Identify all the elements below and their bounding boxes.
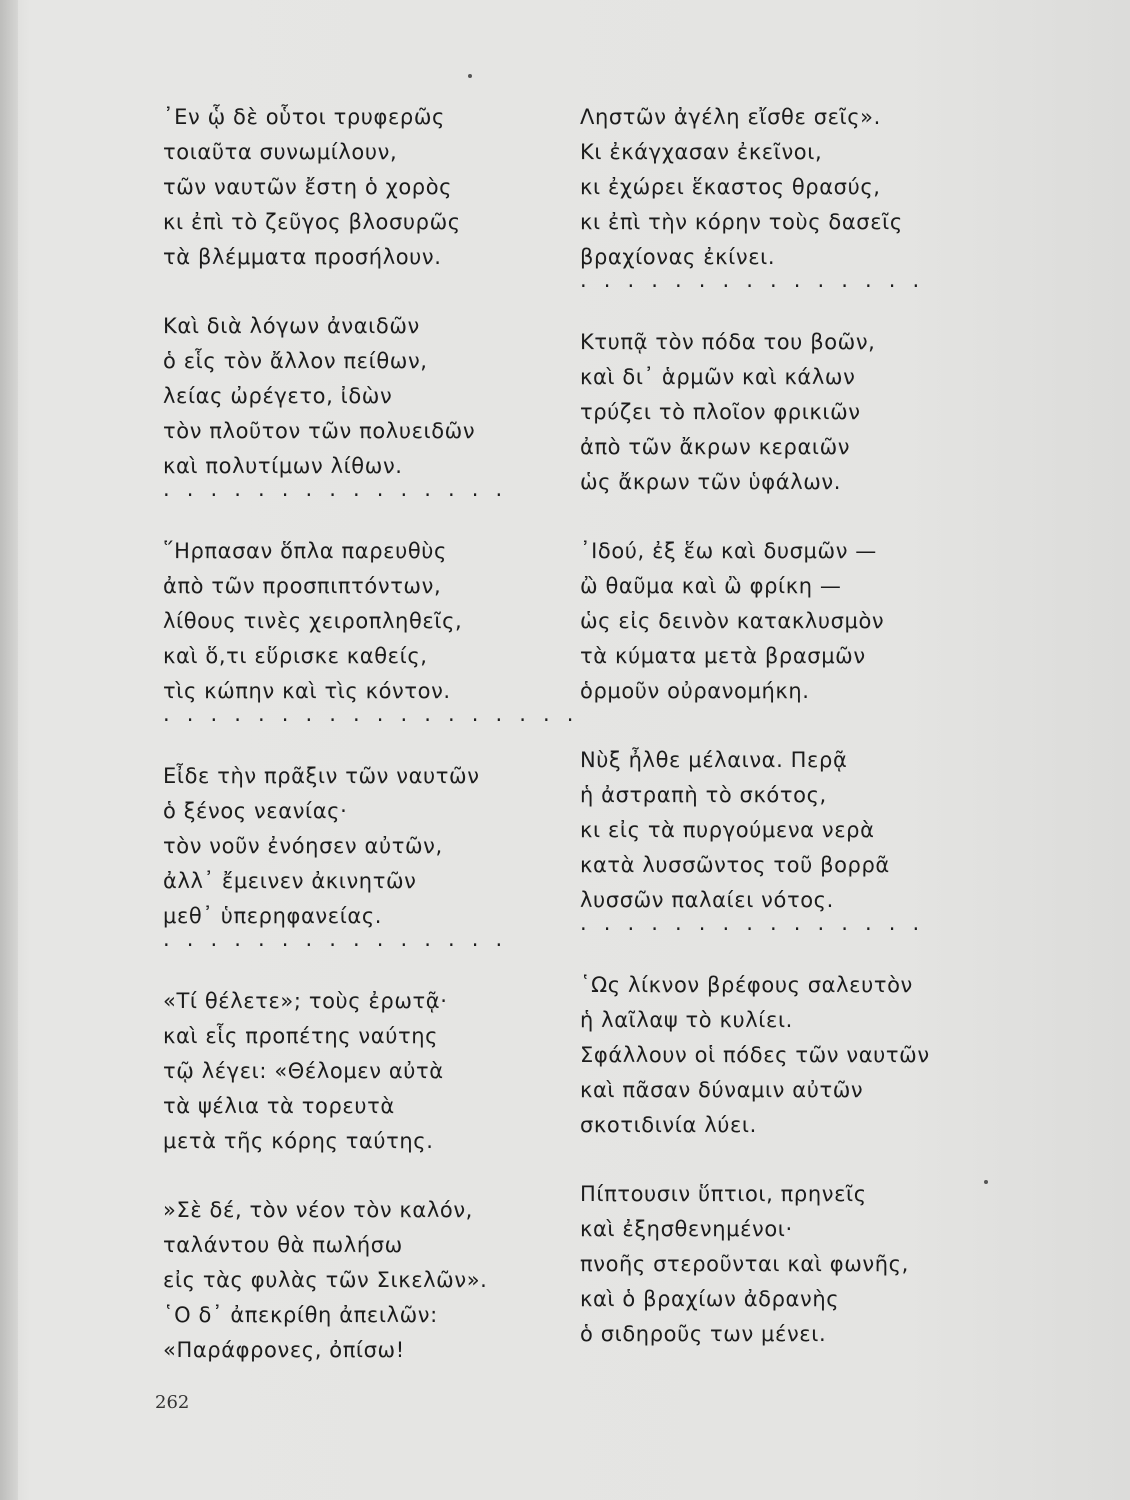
stanza [163, 759, 583, 950]
stanza [580, 100, 1000, 291]
verse-line: ᾿Ιδού, ἐξ ἕω καὶ δυσμῶν — [580, 539, 877, 563]
ink-speck [984, 1180, 988, 1184]
verse-line: ἀπὸ τῶν ἄκρων κεραιῶν [580, 435, 851, 459]
verse-line: τὸν νοῦν ἐνόησεν αὐτῶν, [163, 834, 443, 858]
verse-line: ὁ σιδηροῦς των μένει. [580, 1322, 827, 1346]
ink-speck [468, 74, 472, 78]
verse-line: καὶ εἷς προπέτης ναύτης [163, 1024, 439, 1048]
stanza [163, 1193, 583, 1368]
verse-line: ἡ ἀστραπὴ τὸ σκότος, [580, 783, 827, 807]
verse-line: ταλάντου θὰ πωλήσω [163, 1233, 403, 1257]
verse-line: εἰς τὰς φυλὰς τῶν Σικελῶν». [163, 1268, 488, 1292]
stanza [163, 309, 583, 500]
verse-line: «Παράφρονες, ὀπίσω! [163, 1338, 405, 1362]
stanza [580, 743, 1000, 934]
verse-line: καὶ πολυτίμων λίθων. [163, 454, 403, 478]
stanza [580, 534, 1000, 709]
verse-line: τὸν πλοῦτον τῶν πολυειδῶν [163, 419, 476, 443]
verse-line: καὶ πᾶσαν δύναμιν αὐτῶν [580, 1078, 864, 1102]
verse-line: «Τί θέλετε»; τοὺς ἐρωτᾷ· [163, 989, 448, 1013]
verse-line: Καὶ διὰ λόγων ἀναιδῶν [163, 314, 420, 338]
right-poem-column [580, 100, 1000, 1386]
verse-line: τὶς κώπην καὶ τὶς κόντον. [163, 679, 451, 703]
verse-line: μεθ᾿ ὑπερηφανείας. [163, 904, 383, 928]
verse-line: ὁρμοῦν οὐρανομήκη. [580, 679, 810, 703]
verse-line: κι ἐχώρει ἕκαστος θρασύς, [580, 175, 881, 199]
verse-line: Κι ἐκάγχασαν ἐκεῖνοι, [580, 140, 823, 164]
verse-line: Νὺξ ἦλθε μέλαινα. Περᾷ [580, 748, 848, 772]
ellipsis-divider: . . . . . . . . . . . . . . . [580, 268, 925, 292]
verse-line: ῾Ως λίκνον βρέφους σαλευτὸν [580, 973, 913, 997]
verse-line: λείας ὠρέγετο, ἰδὼν [163, 384, 393, 408]
verse-line: ἀλλ᾿ ἔμεινεν ἀκινητῶν [163, 869, 417, 893]
verse-line: ὡς ἄκρων τῶν ὑφάλων. [580, 470, 842, 494]
verse-line: τῷ λέγει: «Θέλομεν αὐτὰ [163, 1059, 444, 1083]
verse-line: κατὰ λυσσῶντος τοῦ βορρᾶ [580, 853, 890, 877]
verse-line: τῶν ναυτῶν ἔστη ὁ χορὸς [163, 175, 453, 199]
verse-line: πνοῆς στεροῦνται καὶ φωνῆς, [580, 1252, 909, 1276]
verse-line: σκοτιδινία λύει. [580, 1113, 757, 1137]
stanza [163, 984, 583, 1159]
verse-line: τρύζει τὸ πλοῖον φρικιῶν [580, 400, 861, 424]
ellipsis-divider: . . . . . . . . . . . . . . . . . . [163, 702, 579, 726]
verse-line: ῾Ο δ᾿ ἀπεκρίθη ἀπειλῶν: [163, 1303, 438, 1327]
verse-line: καὶ ὅ,τι εὕρισκε καθείς, [163, 644, 428, 668]
stanza [163, 534, 583, 725]
verse-line: τὰ βλέμματα προσήλουν. [163, 245, 442, 269]
stanza [580, 968, 1000, 1143]
stanza [580, 325, 1000, 500]
verse-line: Κτυπᾷ τὸν πόδα του βοῶν, [580, 330, 876, 354]
ellipsis-divider: . . . . . . . . . . . . . . . [580, 911, 925, 935]
verse-line: Πίπτουσιν ὕπτιοι, πρηνεῖς [580, 1182, 867, 1206]
verse-line: τὰ κύματα μετὰ βρασμῶν [580, 644, 866, 668]
verse-line: »Σὲ δέ, τὸν νέον τὸν καλόν, [163, 1198, 473, 1222]
verse-line: Σφάλλουν οἱ πόδες τῶν ναυτῶν [580, 1043, 930, 1067]
verse-line: λυσσῶν παλαίει νότος. [580, 888, 834, 912]
ellipsis-divider: . . . . . . . . . . . . . . . [163, 477, 508, 501]
verse-line: κι εἰς τὰ πυργούμενα νερὰ [580, 818, 875, 842]
page-binding-edge [0, 0, 18, 1500]
verse-line: Ληστῶν ἀγέλη εἴσθε σεῖς». [580, 105, 881, 129]
verse-line: λίθους τινὲς χειροπληθεῖς, [163, 609, 463, 633]
verse-line: ἡ λαῖλαψ τὸ κυλίει. [580, 1008, 793, 1032]
page-number: 262 [155, 1392, 190, 1413]
ellipsis-divider: . . . . . . . . . . . . . . . [163, 927, 508, 951]
stanza [580, 1177, 1000, 1352]
verse-line: βραχίονας ἐκίνει. [580, 245, 776, 269]
verse-line: κι ἐπὶ τὸ ζεῦγος βλοσυρῶς [163, 210, 461, 234]
verse-line: ὁ ξένος νεανίας· [163, 799, 348, 823]
verse-line: καὶ ἐξησθενημένοι· [580, 1217, 793, 1241]
verse-line: μετὰ τῆς κόρης ταύτης. [163, 1129, 434, 1153]
verse-line: τοιαῦτα συνωμίλουν, [163, 140, 398, 164]
left-poem-column [163, 100, 583, 1402]
verse-line: Εἶδε τὴν πρᾶξιν τῶν ναυτῶν [163, 764, 480, 788]
verse-line: ὢ θαῦμα καὶ ὢ φρίκη — [580, 574, 842, 598]
verse-line: ὡς εἰς δεινὸν κατακλυσμὸν [580, 609, 885, 633]
verse-line: ᾿Εν ᾧ δὲ οὗτοι τρυφερῶς [163, 105, 445, 129]
verse-line: καὶ ὁ βραχίων ἀδρανὴς [580, 1287, 840, 1311]
verse-line: καὶ δι᾿ ἁρμῶν καὶ κάλων [580, 365, 856, 389]
verse-line: ἀπὸ τῶν προσπιπτόντων, [163, 574, 442, 598]
verse-line: ῞Ηρπασαν ὅπλα παρευθὺς [163, 539, 447, 563]
verse-line: κι ἐπὶ τὴν κόρην τοὺς δασεῖς [580, 210, 903, 234]
stanza [163, 100, 583, 275]
verse-line: τὰ ψέλια τὰ τορευτὰ [163, 1094, 395, 1118]
verse-line: ὁ εἷς τὸν ἄλλον πείθων, [163, 349, 428, 373]
